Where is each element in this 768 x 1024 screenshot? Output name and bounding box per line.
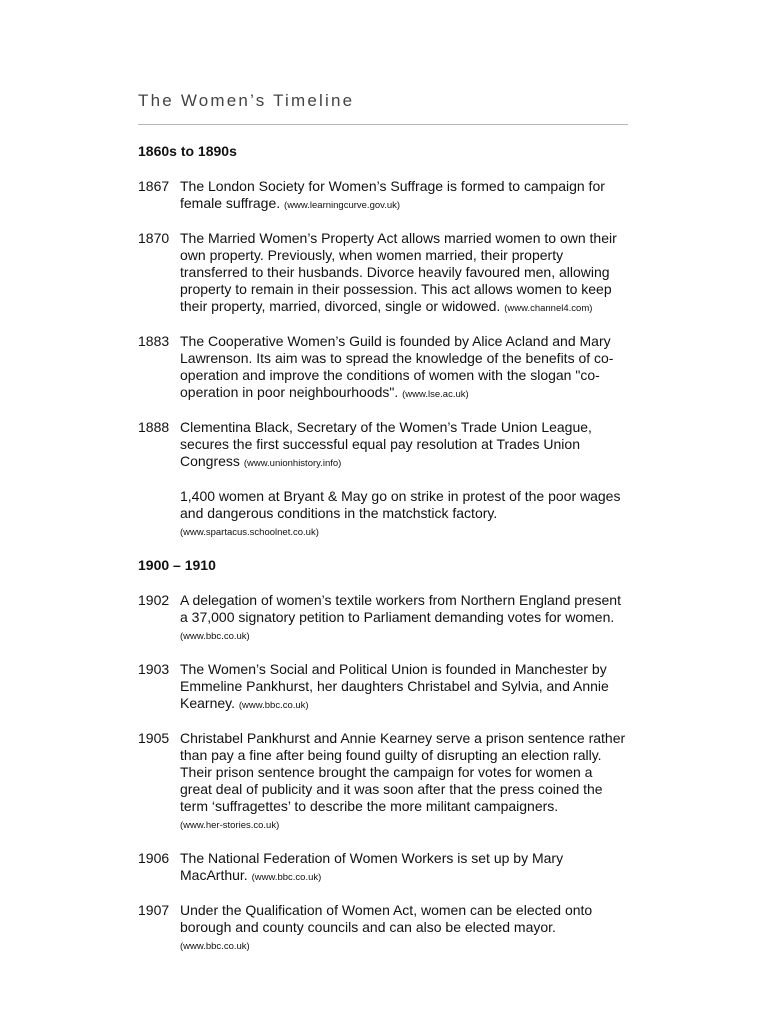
entry-body <box>180 419 628 541</box>
entry-source: (www.unionhistory.info) <box>243 458 342 469</box>
entry-text: Under the Qualification of Women Act, women can be elected onto borough and county councils and can also be elected mayor. <box>180 902 593 935</box>
entry-source: (www.bbc.co.uk) <box>238 700 309 711</box>
timeline-entry-1906 <box>138 850 628 886</box>
entry-paragraph <box>180 230 628 317</box>
entry-source: (www.bbc.co.uk) <box>180 631 250 642</box>
entry-year: 1870 <box>138 230 170 246</box>
entry-body <box>180 178 628 214</box>
entry-paragraph <box>180 333 628 403</box>
entry-text: 1,400 women at Bryant & May go on strike in protest of the poor wages and dangerous conditions in the matchstick factory. <box>180 488 621 521</box>
entry-source: (www.channel4.com) <box>504 303 593 314</box>
entry-source: (www.lse.ac.uk) <box>402 389 469 400</box>
entry-text: The Women’s Social and Political Union is founded in Manchester by Emmeline Pankhurst, her daughters Christabel and Sylvia, and Annie Kearney. <box>180 661 609 711</box>
entry-text: The Cooperative Women’s Guild is founded by Alice Acland and Mary Lawrenson. Its aim was to spread the knowledge of the benefits of co-operation and improve the conditions of women with the slogan "co-operation in poor neighbourhoods". <box>180 333 614 400</box>
entry-paragraph <box>180 661 628 714</box>
timeline-entry-1902 <box>138 592 628 645</box>
title-divider <box>138 124 628 125</box>
entry-year: 1905 <box>138 730 170 746</box>
entry-body <box>180 661 628 714</box>
entry-text: Christabel Pankhurst and Annie Kearney serve a prison sentence rather than pay a fine after being found guilty of disrupting an election rally. Their prison sentence brought the campaign for votes for women a great deal of publicity and it was soon after that the press coined the term ‘suffragettes’ to describe the more militant campaigners. <box>180 730 626 814</box>
entry-body <box>180 592 628 645</box>
entry-paragraph <box>180 850 628 886</box>
entry-source: (www.bbc.co.uk) <box>180 941 250 952</box>
entry-year: 1906 <box>138 850 170 866</box>
entry-body <box>180 730 628 834</box>
timeline-entry-1883 <box>138 333 628 403</box>
timeline-entry-1907 <box>138 902 628 955</box>
entry-text: The Married Women’s Property Act allows married women to own their own property. Previously, when women married, their property transferred to their husbands. Divorce heavily favoured men, allowing property to remain in their possession. This act allows women to keep their property, married, divorced, single or widowed. <box>180 230 617 314</box>
section-heading-1900-1910: 1900 – 1910 <box>138 557 216 573</box>
entry-paragraph <box>180 592 628 645</box>
entry-paragraph <box>180 419 628 472</box>
entry-paragraph <box>180 178 628 214</box>
entry-year: 1907 <box>138 902 170 918</box>
entry-body <box>180 333 628 403</box>
timeline-entry-1905 <box>138 730 628 834</box>
entry-body <box>180 230 628 317</box>
entry-text: The London Society for Women’s Suffrage is formed to campaign for female suffrage. <box>180 178 605 211</box>
document-page <box>138 88 628 971</box>
entry-paragraph <box>180 488 628 541</box>
entry-paragraph <box>180 730 628 834</box>
timeline-entry-1888 <box>138 419 628 541</box>
entry-source: (www.bbc.co.uk) <box>251 872 322 883</box>
page-title: The Women’s Timeline <box>138 91 355 110</box>
entry-body <box>180 850 628 886</box>
timeline-entry-1867 <box>138 178 628 214</box>
entry-paragraph <box>180 902 628 955</box>
entry-text: Clementina Black, Secretary of the Women’s Trade Union League, secures the first successful equal pay resolution at Trades Union Congress <box>180 419 592 469</box>
entry-text: A delegation of women’s textile workers from Northern England present a 37,000 signatory petition to Parliament demanding votes for women. <box>180 592 621 625</box>
timeline-entry-1903 <box>138 661 628 714</box>
entry-source: (www.spartacus.schoolnet.co.uk) <box>180 527 319 538</box>
entry-year: 1883 <box>138 333 170 349</box>
section-heading-1860s-1890s: 1860s to 1890s <box>138 143 237 159</box>
entry-source: (www.her-stories.co.uk) <box>180 820 280 831</box>
entry-year: 1888 <box>138 419 170 435</box>
timeline-entry-1870 <box>138 230 628 317</box>
entry-year: 1903 <box>138 661 170 677</box>
entry-body <box>180 902 628 955</box>
entry-source: (www.learningcurve.gov.uk) <box>284 200 401 211</box>
entry-text: The National Federation of Women Workers is set up by Mary MacArthur. <box>180 850 564 883</box>
entry-year: 1867 <box>138 178 170 194</box>
entry-year: 1902 <box>138 592 170 608</box>
